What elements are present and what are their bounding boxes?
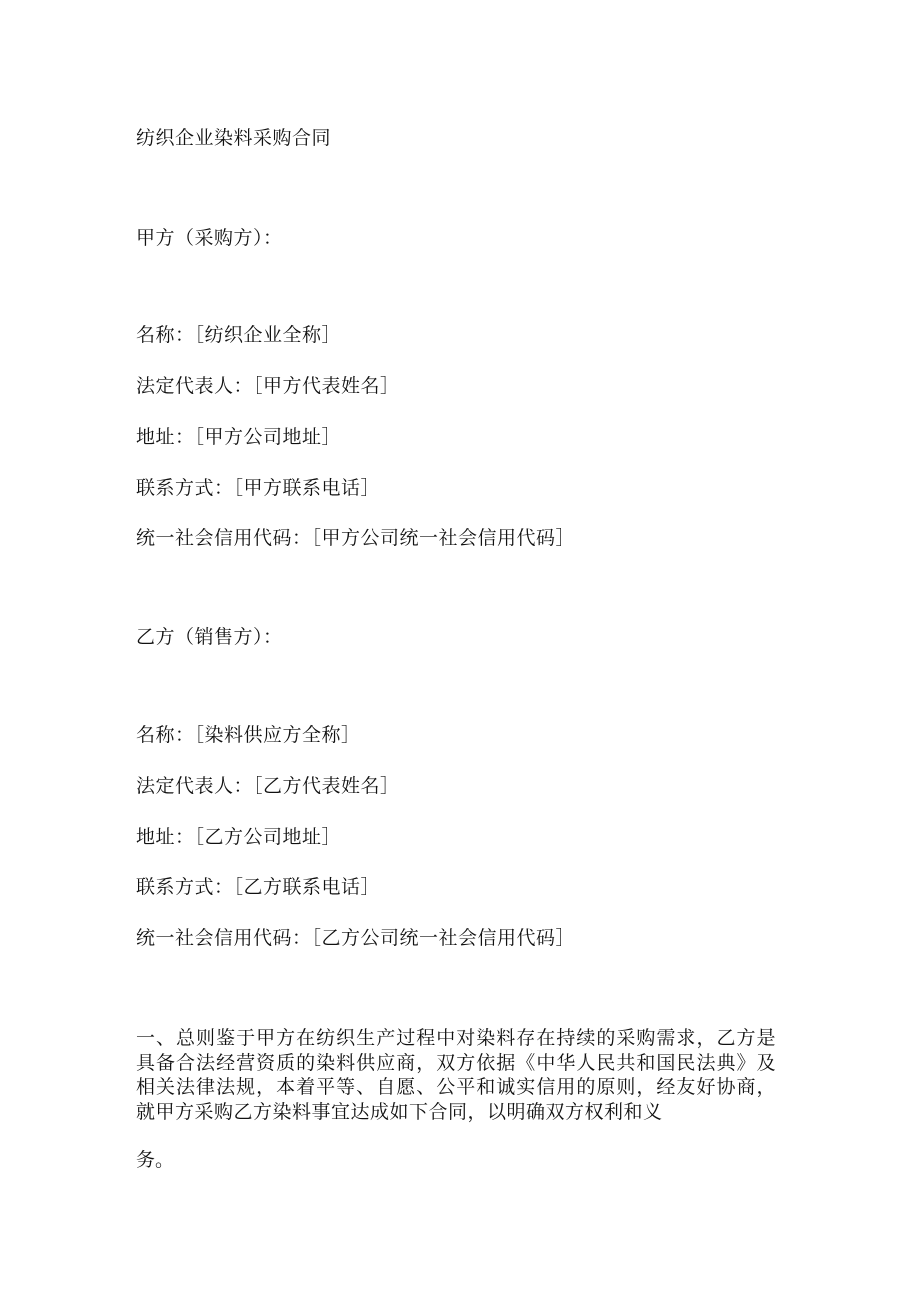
party-b-credit-code: 统一社会信用代码：［乙方公司统一社会信用代码］ [136,927,576,949]
party-a-name: 名称：［纺织企业全称］ [136,324,342,346]
party-b-address: 地址：［乙方公司地址］ [136,826,342,848]
party-a-address: 地址：［甲方公司地址］ [136,426,342,448]
party-b-heading: 乙方（销售方）： [136,626,283,648]
party-a-representative: 法定代表人：［甲方代表姓名］ [136,375,400,397]
party-a-heading: 甲方（采购方）： [136,227,283,249]
document-title: 纺织企业染料采购合同 [136,127,332,149]
party-b-contact: 联系方式：［乙方联系电话］ [136,876,381,898]
party-b-name: 名称：［染料供应方全称］ [136,724,361,746]
party-a-credit-code: 统一社会信用代码：［甲方公司统一社会信用代码］ [136,527,576,549]
general-clause-tail: 务。 [136,1149,175,1171]
party-b-representative: 法定代表人：［乙方代表姓名］ [136,775,400,797]
general-clause-paragraph: 一、总则鉴于甲方在纺织生产过程中对染料存在持续的采购需求，乙方是具备合法经营资质的染料供应商，双方依据《中华人民共和国民法典》及相关法律法规，本着平等、自愿、公平和诚实信用的原则，经友好协商，就甲方采购乙方染料事宜达成如下合同，以明确双方权利和义 [136,1027,776,1123]
party-a-contact: 联系方式：［甲方联系电话］ [136,477,381,499]
